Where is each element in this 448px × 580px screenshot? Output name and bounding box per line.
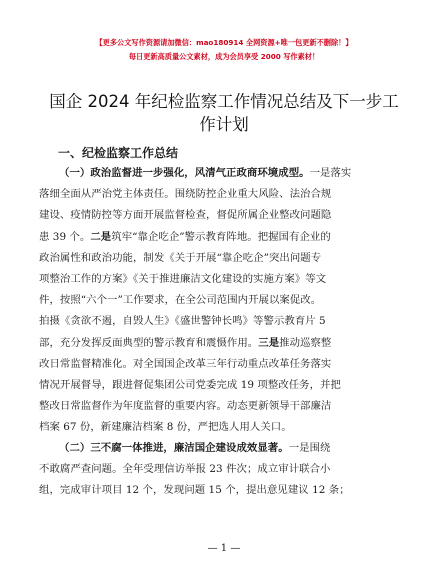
paragraph-1-line-6: 项整治工作的方案》《关于推进廉洁文化建设的实施方案》等文 [39,272,327,285]
title-line-1: 国企 2024 年纪检监察工作情况总结及下一步工 [49,92,399,111]
page-number: — 1 — [207,543,241,554]
paragraph-1-line-12: 整改日常监督作为年度监督的重要内容。动态更新领导干部廉洁 [39,400,332,413]
paragraph-2-line-2: 不敢腐严查问题。全年受理信访举报 23 件次；成立审计联合小 [39,463,331,476]
paragraph-2-line-1 [39,438,411,459]
paragraph-1-marker-2: 二是 [90,230,112,243]
paragraph-1-line-10: 改日常监督精准化。对全国国企改革三年行动重点改革任务落实 [39,357,332,370]
paragraph-1-line-3: 建设、疫情防控等方面开展监督检查，督促所属企业整改问题隐 [39,209,332,222]
paragraph-1-line-13: 档案 67 份，新建廉洁档案 8 份，严把选人用人关口。 [39,421,292,434]
paragraph-1-line-4-a: 患 39 个。 [39,230,91,243]
paragraph-1-lead: （一）政治监督进一步强化，风清气正政商环境成型。 [59,167,310,179]
document-title [40,90,408,136]
paragraph-2-lead: （二）三不腐一体推进，廉洁国企建设成效显著。 [59,442,289,454]
paragraph-2-line-3: 组，完成审计项目 12 个，发现问题 15 个，提出意见建议 12 条； [39,484,350,497]
paragraph-1-line-11: 情况开展督导，跟进督促集团公司党委完成 19 项整改任务，并把 [39,378,341,391]
paragraph-1-marker-3: 三是 [258,336,280,349]
promo-banner-line-1: 【更多公文写作资源请加微信：mao180914 全网资源+唯一包更新不删除！】 [95,38,353,47]
paragraph-1-line-2: 落细全面从严治党主体责任。围绕防控企业重大风险、法治合规 [39,188,332,201]
paragraph-1-line-4 [39,227,411,248]
paragraph-1-line-9-c: 推动巡察整 [279,336,332,349]
promo-banner-line-2: 每日更新高质量公文素材，成为会员享受 2000 写作素材！ [128,52,320,61]
paragraph-1-line-1 [39,163,411,184]
paragraph-1-line-7: 件，按照“六个一”工作要求，在全公司范围内开展以案促改。 [39,294,322,307]
paragraph-1-line-9 [39,333,411,354]
paragraph-1-line-5: 政治属性和政治功能，制发《关于开展“靠企吃企”突出问题专 [39,251,322,264]
paragraph-1-line-9-a: 部，充分发挥反面典型的警示教育和震慑作用。 [39,336,259,349]
paragraph-1 [39,163,411,438]
paragraph-2-line-1-tail: 一是围绕 [288,442,331,454]
title-line-2: 作计划 [199,115,249,134]
paragraph-1-line-1-tail: 一是落实 [309,167,352,179]
paragraph-1-line-8: 拍摄《贪欲不遏，自毁人生》《盛世警钟长鸣》等警示教育片 5 [39,315,326,328]
section-heading: 一、纪检监察工作总结 [58,146,179,160]
paragraph-2 [39,438,411,502]
paragraph-1-line-4-c: 筑牢“靠企吃企”警示教育阵地。把握国有企业的 [111,230,331,243]
